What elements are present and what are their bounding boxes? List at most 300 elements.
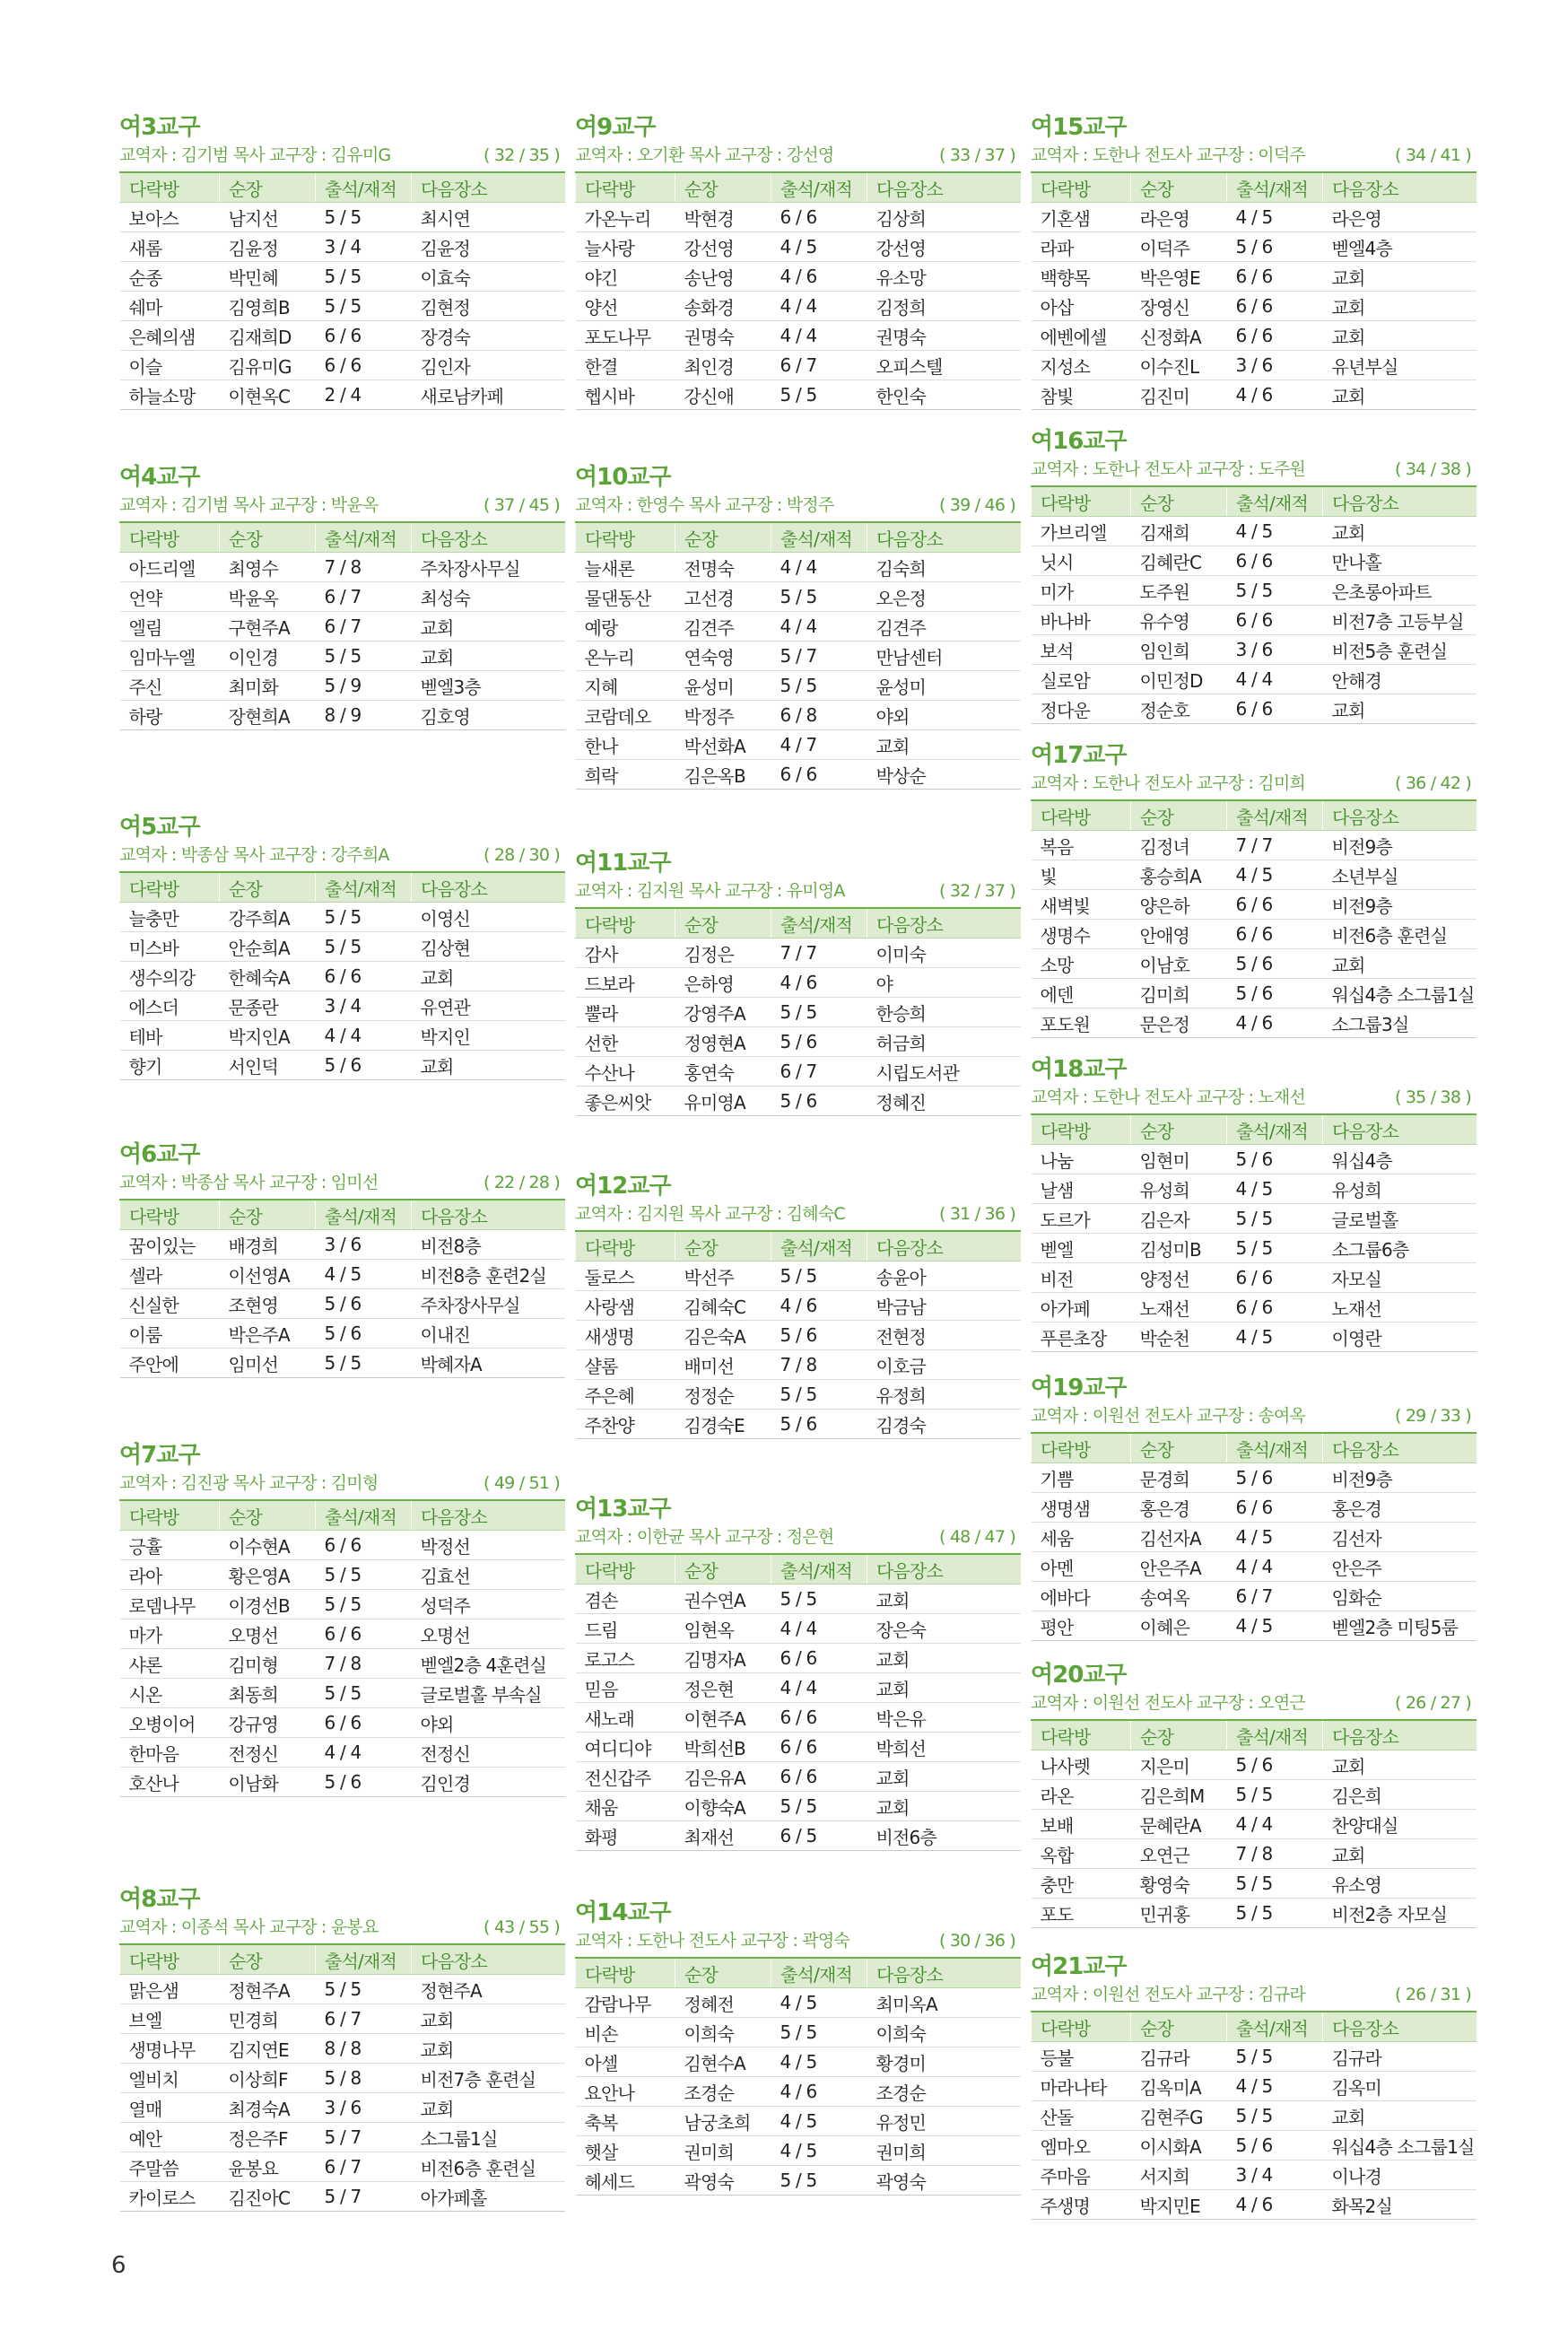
leader-name: 정은주F xyxy=(220,2123,316,2152)
leader-name: 남궁초희 xyxy=(675,2107,771,2136)
next-location: 김현정 xyxy=(412,292,566,321)
cell-name: 호산나 xyxy=(120,1768,220,1797)
cell-name: 주말씀 xyxy=(120,2152,220,2182)
leader-label: 교구장 : 김규라 xyxy=(1196,1985,1305,2004)
cell-name: 미가 xyxy=(1032,576,1131,606)
leader-name: 노재선 xyxy=(1131,1293,1227,1323)
cell-name: 오병이어 xyxy=(120,1708,220,1738)
cell-name: 한마음 xyxy=(120,1738,220,1768)
table-header-row xyxy=(120,872,566,903)
cell-name: 꿈이있는 xyxy=(120,1230,220,1260)
attendance: 5 / 5 xyxy=(316,203,412,232)
column-header: 순장 xyxy=(220,172,316,203)
next-location: 김규라 xyxy=(1323,2042,1477,2072)
table-row xyxy=(120,1349,566,1378)
leader-name: 민경희 xyxy=(220,2004,316,2034)
leader-name: 김진아C xyxy=(220,2182,316,2212)
column-header: 출석/재적 xyxy=(771,1958,867,1988)
column-header: 순장 xyxy=(1131,1433,1227,1463)
attendance-ratio: ( 35 / 38 ) xyxy=(1395,1087,1471,1107)
table-row xyxy=(120,1679,566,1708)
cell-name: 산돌 xyxy=(1032,2101,1131,2131)
next-location: 정현주A xyxy=(412,1975,566,2004)
column-header: 출석/재적 xyxy=(316,172,412,203)
table-row xyxy=(576,1733,1022,1762)
cell-name: 주안에 xyxy=(120,1349,220,1378)
attendance-ratio: ( 28 / 30 ) xyxy=(483,845,560,865)
attendance-ratio: ( 22 / 28 ) xyxy=(483,1173,560,1192)
next-location: 교회 xyxy=(1323,517,1477,546)
table-row xyxy=(576,1410,1022,1439)
next-location: 김경숙 xyxy=(867,1410,1022,1439)
cell-group-table xyxy=(119,871,565,1080)
minister-label: 교역자 : 한영수 목사 xyxy=(575,495,720,515)
leader-name: 문경희 xyxy=(1131,1463,1227,1493)
leader-label: 교구장 : 박윤옥 xyxy=(269,495,379,515)
attendance: 6 / 6 xyxy=(316,1531,412,1560)
next-location: 교회 xyxy=(1323,380,1477,410)
next-location: 김정희 xyxy=(867,292,1022,321)
leader-label: 교구장 : 윤봉요 xyxy=(269,1917,379,1937)
next-location: 워십4층 소그룹1실 xyxy=(1323,979,1477,1008)
leader-name: 김현수A xyxy=(675,2047,771,2077)
district-info xyxy=(119,1471,565,1496)
attendance: 5 / 6 xyxy=(316,1768,412,1797)
cell-name: 에덴 xyxy=(1032,979,1131,1008)
cell-name: 보아스 xyxy=(120,203,220,232)
leader-name: 홍연숙 xyxy=(675,1057,771,1087)
leader-name: 조현영 xyxy=(220,1289,316,1319)
attendance: 5 / 5 xyxy=(316,1679,412,1708)
attendance: 4 / 7 xyxy=(771,730,867,760)
minister-label: 교역자 : 도한나 전도사 xyxy=(1031,145,1192,165)
leader-label: 교구장 : 김유미G xyxy=(269,145,391,165)
cell-name: 물댄동산 xyxy=(576,582,675,612)
attendance: 6 / 6 xyxy=(771,760,867,790)
cell-name: 라아 xyxy=(120,1560,220,1590)
attendance-ratio: ( 48 / 47 ) xyxy=(939,1527,1015,1547)
cell-name: 아셀 xyxy=(576,2047,675,2077)
attendance: 4 / 4 xyxy=(771,321,867,351)
cell-name: 하랑 xyxy=(120,701,220,730)
leader-label: 교구장 : 오연근 xyxy=(1196,1693,1305,1713)
next-location: 김견주 xyxy=(867,612,1022,642)
table-row xyxy=(1032,203,1477,232)
leader-name: 최영수 xyxy=(220,553,316,582)
leader-label: 교구장 : 임미선 xyxy=(269,1173,379,1192)
attendance: 6 / 6 xyxy=(316,1619,412,1649)
leader-name: 이남호 xyxy=(1131,949,1227,979)
column-header: 다락방 xyxy=(576,522,675,553)
attendance: 5 / 7 xyxy=(771,642,867,671)
district-info xyxy=(575,143,1021,168)
leader-name: 강영주A xyxy=(675,998,771,1027)
attendance: 6 / 7 xyxy=(1227,1582,1323,1611)
cell-name: 겸손 xyxy=(576,1585,675,1614)
table-header-row xyxy=(120,522,566,553)
leader-name: 이상희F xyxy=(220,2064,316,2093)
attendance: 5 / 6 xyxy=(771,1321,867,1350)
leader-name: 박선주 xyxy=(675,1262,771,1291)
minister-label: 교역자 : 김지원 목사 xyxy=(575,1204,720,1224)
leader-name: 곽영숙 xyxy=(675,2166,771,2196)
next-location: 교회 xyxy=(1323,321,1477,351)
next-location: 유연관 xyxy=(412,991,566,1021)
cell-name: 주찬양 xyxy=(576,1410,675,1439)
table-row xyxy=(120,232,566,262)
leader-name: 연숙영 xyxy=(675,642,771,671)
cell-name: 라파 xyxy=(1032,232,1131,262)
next-location: 유정민 xyxy=(867,2107,1022,2136)
next-location: 아가페홀 xyxy=(412,2182,566,2212)
attendance: 5 / 5 xyxy=(771,998,867,1027)
cell-name: 믿음 xyxy=(576,1673,675,1703)
cell-name: 브엘 xyxy=(120,2004,220,2034)
cell-name: 헵시바 xyxy=(576,380,675,410)
leader-name: 김재희D xyxy=(220,321,316,351)
district-block xyxy=(1031,1054,1477,1352)
attendance: 7 / 8 xyxy=(1227,1839,1323,1869)
district-block xyxy=(119,112,565,410)
next-location: 윤성미 xyxy=(867,671,1022,701)
table-row xyxy=(1032,1008,1477,1038)
leader-name: 유성희 xyxy=(1131,1174,1227,1204)
next-location: 주차장사무실 xyxy=(412,553,566,582)
next-location: 김호영 xyxy=(412,701,566,730)
district-title: 여13교구 xyxy=(575,1496,671,1523)
attendance: 5 / 6 xyxy=(1227,979,1323,1008)
attendance-ratio: ( 30 / 36 ) xyxy=(939,1931,1015,1951)
cell-name: 늘사랑 xyxy=(576,232,675,262)
leader-name: 윤봉요 xyxy=(220,2152,316,2182)
cell-name: 주신 xyxy=(120,671,220,701)
table-row xyxy=(576,1380,1022,1410)
cell-name: 열매 xyxy=(120,2093,220,2123)
table-row xyxy=(120,903,566,932)
table-row xyxy=(120,2004,566,2034)
leader-name: 조경순 xyxy=(675,2077,771,2107)
district-title: 여12교구 xyxy=(575,1173,671,1200)
table-row xyxy=(576,1988,1022,2018)
attendance: 5 / 8 xyxy=(316,2064,412,2093)
district-info xyxy=(575,1524,1021,1550)
table-row xyxy=(120,701,566,730)
table-row xyxy=(1032,606,1477,635)
minister-label: 교역자 : 김기범 목사 xyxy=(119,495,265,515)
column-header: 출석/재적 xyxy=(1227,172,1323,203)
cell-name: 생수의강 xyxy=(120,962,220,991)
cell-name: 뿔라 xyxy=(576,998,675,1027)
table-row xyxy=(576,642,1022,671)
attendance: 5 / 6 xyxy=(1227,1463,1323,1493)
table-row xyxy=(120,1230,566,1260)
leader-name: 김성미B xyxy=(1131,1234,1227,1263)
cell-name: 포도나무 xyxy=(576,321,675,351)
column-header: 다락방 xyxy=(576,1958,675,1988)
cell-name: 샬롬 xyxy=(576,1350,675,1380)
next-location: 김은희 xyxy=(1323,1780,1477,1810)
column-header: 순장 xyxy=(1131,1720,1227,1750)
cell-name: 새노래 xyxy=(576,1703,675,1733)
leader-name: 최경숙A xyxy=(220,2093,316,2123)
next-location: 곽영숙 xyxy=(867,2166,1022,2196)
leader-name: 김지연E xyxy=(220,2034,316,2064)
next-location: 유년부실 xyxy=(1323,351,1477,380)
leader-name: 유수영 xyxy=(1131,606,1227,635)
attendance: 4 / 4 xyxy=(771,1673,867,1703)
cell-name: 카이로스 xyxy=(120,2182,220,2212)
district-title: 여14교구 xyxy=(575,1899,671,1926)
district-info xyxy=(1031,1982,1477,2007)
leader-name: 강주희A xyxy=(220,903,316,932)
attendance: 6 / 8 xyxy=(771,701,867,730)
cell-name: 테바 xyxy=(120,1021,220,1051)
attendance: 6 / 7 xyxy=(316,612,412,642)
table-row xyxy=(576,1087,1022,1116)
cell-name: 온누리 xyxy=(576,642,675,671)
cell-group-table xyxy=(1031,1113,1477,1352)
attendance: 4 / 4 xyxy=(771,553,867,582)
leader-name: 정정순 xyxy=(675,1380,771,1410)
leader-name: 김은숙A xyxy=(675,1321,771,1350)
cell-name: 아가페 xyxy=(1032,1293,1131,1323)
cell-name: 예안 xyxy=(120,2123,220,2152)
table-row xyxy=(576,760,1022,790)
district-block xyxy=(575,1494,1021,1851)
attendance: 5 / 5 xyxy=(316,262,412,292)
table-row xyxy=(1032,2131,1477,2161)
attendance: 4 / 6 xyxy=(771,2077,867,2107)
column-header: 순장 xyxy=(675,1958,771,1988)
attendance: 3 / 4 xyxy=(316,232,412,262)
attendance: 6 / 6 xyxy=(1227,890,1323,920)
next-location: 교회 xyxy=(412,2034,566,2064)
district-title: 여6교구 xyxy=(119,1141,200,1168)
column-header: 다락방 xyxy=(120,1944,220,1975)
column-header: 다음장소 xyxy=(867,172,1022,203)
district-info xyxy=(1031,1690,1477,1716)
attendance: 5 / 5 xyxy=(316,292,412,321)
cell-name: 실로암 xyxy=(1032,665,1131,694)
cell-name: 사랑샘 xyxy=(576,1291,675,1321)
table-row xyxy=(1032,920,1477,949)
next-location: 벧엘3층 xyxy=(412,671,566,701)
table-row xyxy=(1032,831,1477,860)
attendance: 5 / 5 xyxy=(316,1975,412,2004)
minister-label: 교역자 : 김지원 목사 xyxy=(575,881,720,901)
district-block xyxy=(575,1898,1021,2196)
table-row xyxy=(1032,1869,1477,1899)
district-title: 여8교구 xyxy=(119,1886,200,1913)
table-row xyxy=(120,582,566,612)
table-row xyxy=(120,1590,566,1619)
leader-name: 도주원 xyxy=(1131,576,1227,606)
column-header: 순장 xyxy=(220,1500,316,1531)
leader-name: 은하영 xyxy=(675,968,771,998)
cell-name: 지혜 xyxy=(576,671,675,701)
leader-label: 교구장 : 김미희 xyxy=(1196,773,1305,793)
table-row xyxy=(1032,546,1477,576)
cell-group-table xyxy=(119,1199,565,1378)
attendance: 5 / 5 xyxy=(316,1590,412,1619)
district-info xyxy=(575,1928,1021,1953)
leader-name: 김영희B xyxy=(220,292,316,321)
cell-name: 로고스 xyxy=(576,1644,675,1673)
cell-name: 화평 xyxy=(576,1821,675,1851)
district-block xyxy=(119,1884,565,2212)
table-row xyxy=(120,1649,566,1679)
attendance-ratio: ( 31 / 36 ) xyxy=(939,1204,1015,1224)
attendance: 8 / 9 xyxy=(316,701,412,730)
column-header: 출석/재적 xyxy=(1227,1433,1323,1463)
table-row xyxy=(120,1560,566,1590)
cell-name: 가온누리 xyxy=(576,203,675,232)
table-row xyxy=(120,553,566,582)
next-location: 김인경 xyxy=(412,1768,566,1797)
leader-name: 양은하 xyxy=(1131,890,1227,920)
district-info xyxy=(119,143,565,168)
attendance: 6 / 7 xyxy=(316,2004,412,2034)
attendance: 4 / 6 xyxy=(1227,380,1323,410)
cell-name: 드림 xyxy=(576,1614,675,1644)
cell-name: 복음 xyxy=(1032,831,1131,860)
cell-name: 순종 xyxy=(120,262,220,292)
next-location: 김인자 xyxy=(412,351,566,380)
leader-name: 한혜숙A xyxy=(220,962,316,991)
attendance: 4 / 6 xyxy=(1227,1008,1323,1038)
cell-name: 아삽 xyxy=(1032,292,1131,321)
next-location: 교회 xyxy=(1323,949,1477,979)
table-row xyxy=(576,612,1022,642)
leader-name: 김옥미A xyxy=(1131,2072,1227,2101)
column-header: 출석/재적 xyxy=(771,1554,867,1585)
table-row xyxy=(576,351,1022,380)
cell-name: 포도원 xyxy=(1032,1008,1131,1038)
table-row xyxy=(1032,1234,1477,1263)
attendance: 4 / 4 xyxy=(771,612,867,642)
table-row xyxy=(576,2107,1022,2136)
table-row xyxy=(576,1673,1022,1703)
column-header: 다음장소 xyxy=(1323,800,1477,831)
minister-label: 교역자 : 이한균 목사 xyxy=(575,1527,720,1547)
column-header: 출석/재적 xyxy=(771,522,867,553)
leader-name: 최동희 xyxy=(220,1679,316,1708)
leader-name: 박은영E xyxy=(1131,262,1227,292)
minister-label: 교역자 : 이종석 목사 xyxy=(119,1917,265,1937)
next-location: 야외 xyxy=(867,701,1022,730)
cell-name: 축복 xyxy=(576,2107,675,2136)
cell-name: 미스바 xyxy=(120,932,220,962)
column-header: 다음장소 xyxy=(867,908,1022,939)
attendance: 6 / 6 xyxy=(1227,1493,1323,1523)
cell-group-table xyxy=(119,171,565,410)
leader-name: 최미화 xyxy=(220,671,316,701)
next-location: 유소망 xyxy=(867,262,1022,292)
next-location: 워십4층 소그룹1실 xyxy=(1323,2131,1477,2161)
cell-name: 새벽빛 xyxy=(1032,890,1131,920)
leader-name: 정순호 xyxy=(1131,694,1227,724)
leader-name: 이선영A xyxy=(220,1260,316,1289)
next-location: 이효숙 xyxy=(412,262,566,292)
table-row xyxy=(1032,380,1477,410)
leader-name: 민귀홍 xyxy=(1131,1899,1227,1928)
attendance: 5 / 5 xyxy=(771,380,867,410)
leader-name: 이수현A xyxy=(220,1531,316,1560)
next-location: 비전9층 xyxy=(1323,890,1477,920)
cell-name: 선한 xyxy=(576,1027,675,1057)
attendance: 5 / 6 xyxy=(316,1319,412,1349)
column-header: 다음장소 xyxy=(1323,1433,1477,1463)
attendance: 6 / 6 xyxy=(771,1733,867,1762)
table-row xyxy=(576,321,1022,351)
leader-name: 권수연A xyxy=(675,1585,771,1614)
cell-group-table xyxy=(575,1957,1021,2196)
leader-name: 김혜란C xyxy=(1131,546,1227,576)
next-location: 장은숙 xyxy=(867,1614,1022,1644)
table-row xyxy=(120,351,566,380)
table-row xyxy=(1032,576,1477,606)
attendance: 5 / 5 xyxy=(316,932,412,962)
column-header: 다음장소 xyxy=(412,172,566,203)
leader-label: 교구장 : 김미형 xyxy=(269,1473,379,1493)
table-header-row xyxy=(120,1944,566,1975)
cell-name: 감람나무 xyxy=(576,1988,675,2018)
minister-label: 교역자 : 이원선 전도사 xyxy=(1031,1406,1192,1426)
minister-label: 교역자 : 도한나 전도사 xyxy=(1031,459,1192,479)
leader-name: 이덕주 xyxy=(1131,232,1227,262)
cell-name: 생명샘 xyxy=(1032,1493,1131,1523)
minister-label: 교역자 : 도한나 전도사 xyxy=(575,1931,736,1951)
attendance: 6 / 6 xyxy=(316,321,412,351)
table-row xyxy=(120,2182,566,2212)
next-location: 교회 xyxy=(412,642,566,671)
cell-name: 야긴 xyxy=(576,262,675,292)
attendance: 5 / 6 xyxy=(1227,2131,1323,2161)
leader-name: 최인경 xyxy=(675,351,771,380)
table-header-row xyxy=(1032,2012,1477,2042)
table-row xyxy=(120,1051,566,1080)
table-row xyxy=(120,962,566,991)
attendance: 6 / 6 xyxy=(316,351,412,380)
column-header: 순장 xyxy=(675,908,771,939)
cell-name: 새생명 xyxy=(576,1321,675,1350)
next-location: 유정희 xyxy=(867,1380,1022,1410)
leader-name: 이현주A xyxy=(675,1703,771,1733)
next-location: 워십4층 xyxy=(1323,1145,1477,1174)
leader-name: 권미희 xyxy=(675,2136,771,2166)
attendance: 5 / 6 xyxy=(1227,232,1323,262)
column-header: 출석/재적 xyxy=(1227,800,1323,831)
next-location: 벧엘4층 xyxy=(1323,232,1477,262)
leader-name: 박선화A xyxy=(675,730,771,760)
district-block xyxy=(119,812,565,1080)
cell-name: 은혜의샘 xyxy=(120,321,220,351)
column-header: 순장 xyxy=(675,172,771,203)
next-location: 송윤아 xyxy=(867,1262,1022,1291)
cell-name: 푸른초장 xyxy=(1032,1323,1131,1352)
page-number: 6 xyxy=(111,2252,126,2279)
table-header-row xyxy=(576,1554,1022,1585)
district-block xyxy=(1031,740,1477,1038)
leader-name: 김은자 xyxy=(1131,1204,1227,1234)
table-row xyxy=(120,1768,566,1797)
table-row xyxy=(120,1975,566,2004)
table-row xyxy=(120,642,566,671)
district-title: 여11교구 xyxy=(575,850,671,877)
next-location: 김옥미 xyxy=(1323,2072,1477,2101)
column-header: 다락방 xyxy=(1032,1720,1131,1750)
leader-name: 홍승희A xyxy=(1131,860,1227,890)
